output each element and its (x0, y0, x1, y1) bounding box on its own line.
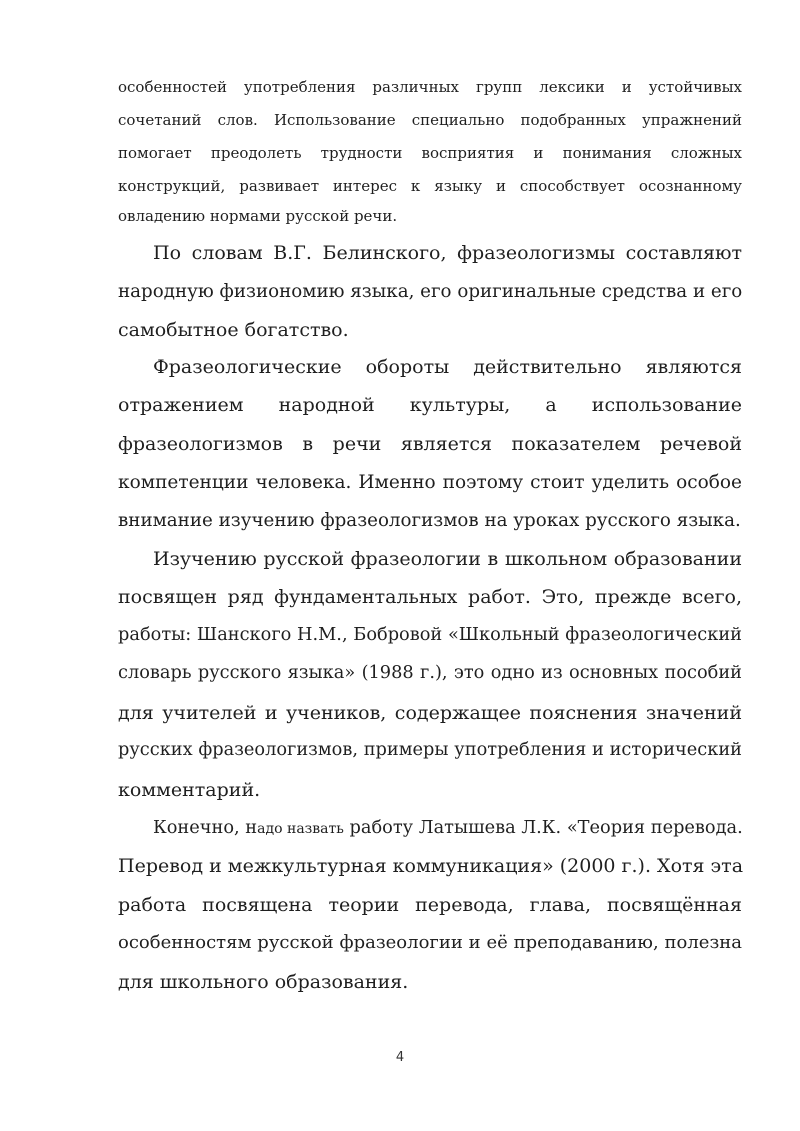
text-line: работа посвящена теории перевода, глава, посвящённая (118, 894, 742, 916)
text-line: По словам В.Г. Белинского, фразеологизмы составляют (153, 242, 742, 264)
text-line: комментарий. (118, 779, 261, 801)
text-fragment: работу Латышева Л.К. «Теория перевода. (343, 818, 743, 838)
text-line: посвящен ряд фундаментальных работ. Это, прежде всего, (118, 586, 742, 608)
text-line: Фразеологические обороты действительно являются (153, 356, 742, 378)
text-line: самобытное богатство. (118, 319, 349, 341)
text-line: конструкций, развивает интерес к языку и способствует осознанному (118, 177, 742, 195)
text-line: сочетаний слов. Использование специально подобранных упражнений (118, 111, 742, 129)
text-line: особенностям русской фразеологии и её преподаванию, полезна (118, 932, 742, 953)
text-line: словарь русского языка» (1988 г.), это одно из основных пособий (118, 663, 742, 683)
text-line: Изучению русской фразеологии в школьном образовании (153, 548, 742, 570)
text-fragment: Конечно, н (153, 818, 258, 838)
text-line: работы: Шанского Н.М., Бобровой «Школьный фразеологический (118, 625, 742, 645)
text-line: народную физиономию языка, его оригинальные средства и его (118, 281, 743, 302)
text-line (153, 819, 742, 838)
text-line: помогает преодолеть трудности восприятия и понимания сложных (118, 144, 742, 162)
text-line: фразеологизмов в речи является показателем речевой (118, 433, 742, 455)
text-line: овладению нормами русской речи. (118, 207, 398, 225)
text-line: русских фразеологизмов, примеры употребления и исторический (118, 740, 742, 760)
text-line: компетенции человека. Именно поэтому стоит уделить особое (118, 472, 742, 493)
text-line: Перевод и межкультурная коммуникация» (2000 г.). Хотя эта (118, 855, 744, 877)
text-line: внимание изучению фразеологизмов на уроках русского языка. (118, 510, 741, 531)
text-line: для школьного образования. (118, 971, 409, 993)
text-line: особенностей употребления различных групп лексики и устойчивых (118, 78, 742, 96)
text-line: отражением народной культуры, а использование (118, 394, 742, 416)
page-number: 4 (395, 1050, 405, 1065)
text-fragment-small: адо назвать (257, 821, 344, 837)
text-line: для учителей и учеников, содержащее пояснения значений (118, 702, 742, 724)
